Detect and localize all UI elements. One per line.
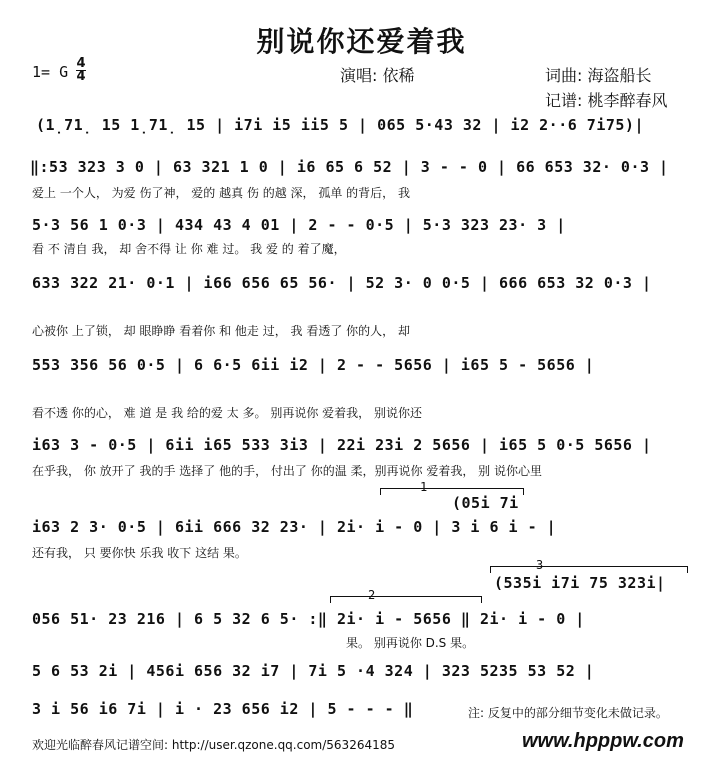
alternate-phrase-3: (535i i7i 75 323i|: [494, 574, 666, 592]
alternate-phrase-1: (05i 7i: [452, 494, 519, 512]
notation-line-intro: (1̣71̣ 15 1̣71̣ 15 | i7i i5 ii5 5 | 065 5·43 32 | i2 2··6 7i75)|: [36, 116, 644, 134]
time-sig-top: 4: [76, 56, 86, 71]
volta-label-3: 3: [536, 558, 544, 572]
watermark-logo: www.hpppw.com: [522, 730, 684, 752]
lyric-line-4: 看不透 你的心， 难 道 是 我 给的爱 太 多。 别再说你 爱着我， 别说你还: [32, 406, 422, 420]
notation-line-4: 553 356 56 0·5 | 6 6·5 6ii i2 | 2 - - 5656 | i65 5 - 5656 |: [32, 356, 595, 374]
notation-line-5: i63 3 - 0·5 | 6ii i65 533 3i3 | 22i 23i 2 5656 | i65 5 0·5 5656 |: [32, 436, 652, 454]
composer-credit: 词曲: 海盗船长: [545, 66, 652, 85]
transcriber-credit: 记谱: 桃李醉春风: [545, 91, 668, 110]
notation-line-9: 3 i 56 i6 7i | i · 23 656 i2 | 5 - - - ‖: [32, 700, 414, 718]
song-title: 别说你还爱着我: [256, 25, 467, 58]
lyric-line-3: 心被你 上了锁， 却 眼睁睁 看着你 和 他走 过， 我 看透了 你的人， 却: [32, 324, 410, 338]
time-signature: [76, 58, 86, 83]
time-sig-bottom: 4: [76, 69, 86, 84]
volta-bracket-2: [330, 596, 482, 603]
transcription-note: 注: 反复中的部分细节变化未做记录。: [468, 706, 668, 720]
lyric-line-6: 还有我， 只 要你快 乐我 收下 这结 果。: [32, 546, 247, 560]
notation-line-7: 056 51· 23 216 | 6 5 32 6 5· :‖ 2i· i - 5656 ‖ 2i· i - 0 |: [32, 610, 585, 628]
notation-line-1: ‖:53 323 3 0 | 63 321 1 0 | i6 65 6 52 | 3 - - 0 | 66 653 32· 0·3 |: [30, 158, 669, 176]
volta-label-1: 1: [420, 480, 428, 494]
lyric-line-1: 爱上 一个人， 为爱 伤了神， 爱的 越真 伤 的越 深， 孤单 的背后， 我: [32, 186, 410, 200]
notation-line-2: 5·3 56 1 0·3 | 434 43 4 01 | 2 - - 0·5 | 5·3 323 23· 3 |: [32, 216, 566, 234]
volta-bracket-3: [490, 566, 688, 573]
volta-label-2: 2: [368, 588, 376, 602]
notation-line-3: 633 322 21· 0·1 | i66 656 65 56· | 52 3· 0 0·5 | 666 653 32 0·3 |: [32, 274, 652, 292]
lyric-line-5: 在乎我， 你 放开了 我的手 选择了 他的手， 付出了 你的温 柔，别再说你 爱着我， 别 说你心里: [32, 464, 542, 478]
notation-line-8: 5 6 53 2i | 456i 656 32 i7 | 7i 5 ·4 324 | 323 5235 53 52 |: [32, 662, 595, 680]
lyric-line-7: 果。 别再说你 D.S 果。: [346, 636, 475, 650]
key-signature: 1= G: [32, 63, 69, 81]
lyric-line-2: 看 不 清自 我， 却 舍不得 让 你 难 过。 我 爱 的 着了魔，: [32, 242, 346, 256]
notation-line-6: i63 2 3· 0·5 | 6ii 666 32 23· | 2i· i - 0 | 3 i 6 i - |: [32, 518, 557, 536]
singer-credit: 演唱: 依稀: [340, 66, 415, 85]
footer-site-link[interactable]: 欢迎光临醉春风记谱空间: http://user.qzone.qq.com/563264185: [32, 738, 396, 752]
